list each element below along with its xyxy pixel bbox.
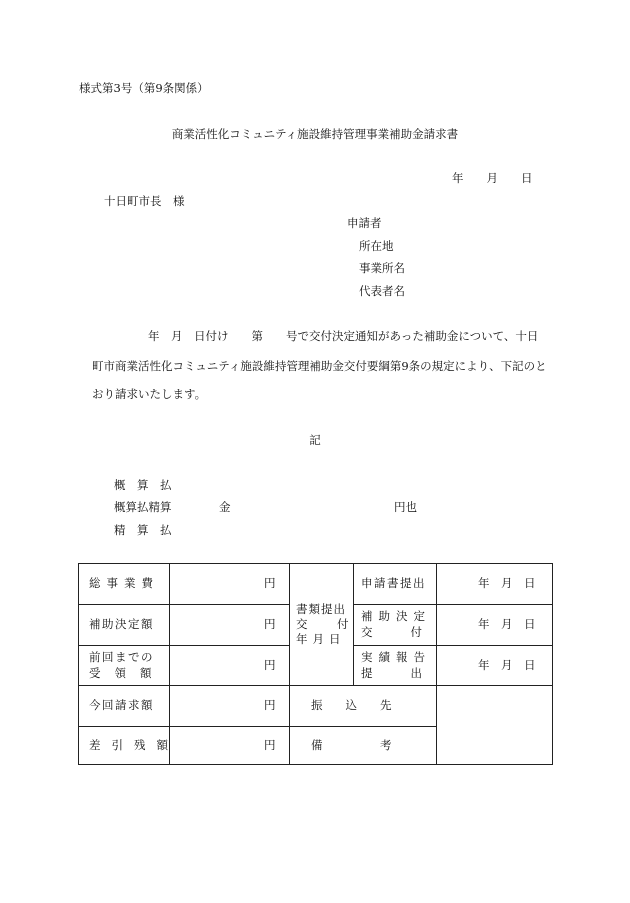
- submission-header-line-1: 書類提出: [296, 602, 346, 616]
- submission-label-subsidy-decision-line-1: 補助決定: [361, 609, 431, 623]
- unit-yen-subsidy-decision: 円: [264, 617, 276, 631]
- row-label-total-project-cost: [89, 578, 159, 590]
- row-label-remaining-balance: 差引残額: [89, 738, 179, 752]
- label-text: 総事業費: [89, 576, 159, 590]
- ki-marker: 記: [309, 433, 321, 447]
- payment-option-approx-settlement: 概算払精算: [114, 500, 172, 514]
- submission-label-subsidy-decision-line-2: 交付: [361, 625, 460, 639]
- date-performance-report: 年 月 日: [478, 658, 536, 672]
- submission-header-line-3: 年月日: [296, 632, 346, 646]
- unit-yen-total-project-cost: 円: [264, 576, 276, 590]
- document-title: 商業活性化コミュニティ施設維持管理事業補助金請求書: [171, 127, 459, 141]
- unit-yen-remaining-balance: 円: [264, 738, 276, 752]
- form-number: 様式第3号（第9条関係）: [79, 81, 209, 95]
- payment-option-settlement: 精 算 払: [114, 523, 172, 537]
- unit-yen-current-request: 円: [264, 698, 276, 712]
- date-line: 年 月 日: [452, 171, 533, 185]
- body-text-line-2: 町市商業活性化コミュニティ施設維持管理補助金交付要綱第9条の規定により、下記のと: [92, 359, 547, 373]
- transfer-destination-label: 振 込 先: [311, 698, 392, 712]
- applicant-business-name-label: 事業所名: [359, 261, 405, 275]
- submission-label-performance-report-line-2: 提出: [361, 666, 460, 680]
- payment-kin-label: 金: [219, 500, 231, 514]
- submission-label-application-submitted: 申請書提出: [361, 576, 426, 590]
- submission-header-line-2: 交 付: [296, 617, 358, 631]
- row-label-current-request-amount: 今回請求額: [89, 698, 154, 712]
- unit-yen-previous-received: 円: [264, 658, 276, 672]
- applicant-label: 申請者: [347, 216, 382, 230]
- date-subsidy-decision: 年 月 日: [478, 617, 536, 631]
- addressee: 十日町市長 様: [104, 194, 185, 208]
- applicant-representative-label: 代表者名: [359, 284, 405, 298]
- payment-option-approximate: 概 算 払: [114, 478, 172, 492]
- row-label-subsidy-decision-amount: 補助決定額: [89, 617, 154, 631]
- body-text-line-3: おり請求いたします。: [92, 387, 207, 401]
- body-text-line-1: 年 月 日付け 第 号で交付決定通知があった補助金について、十日: [148, 329, 539, 343]
- payment-enya-label: 円也: [394, 500, 417, 514]
- date-application-submitted: 年 月 日: [478, 576, 536, 590]
- remarks-label: 備 考: [311, 738, 392, 752]
- submission-label-performance-report-line-1: 実績報告: [361, 650, 431, 664]
- row-label-previous-received-line-1: 前回までの: [89, 650, 154, 664]
- row-label-previous-received-line-2: 受領額: [89, 666, 166, 680]
- applicant-address-label: 所在地: [359, 239, 394, 253]
